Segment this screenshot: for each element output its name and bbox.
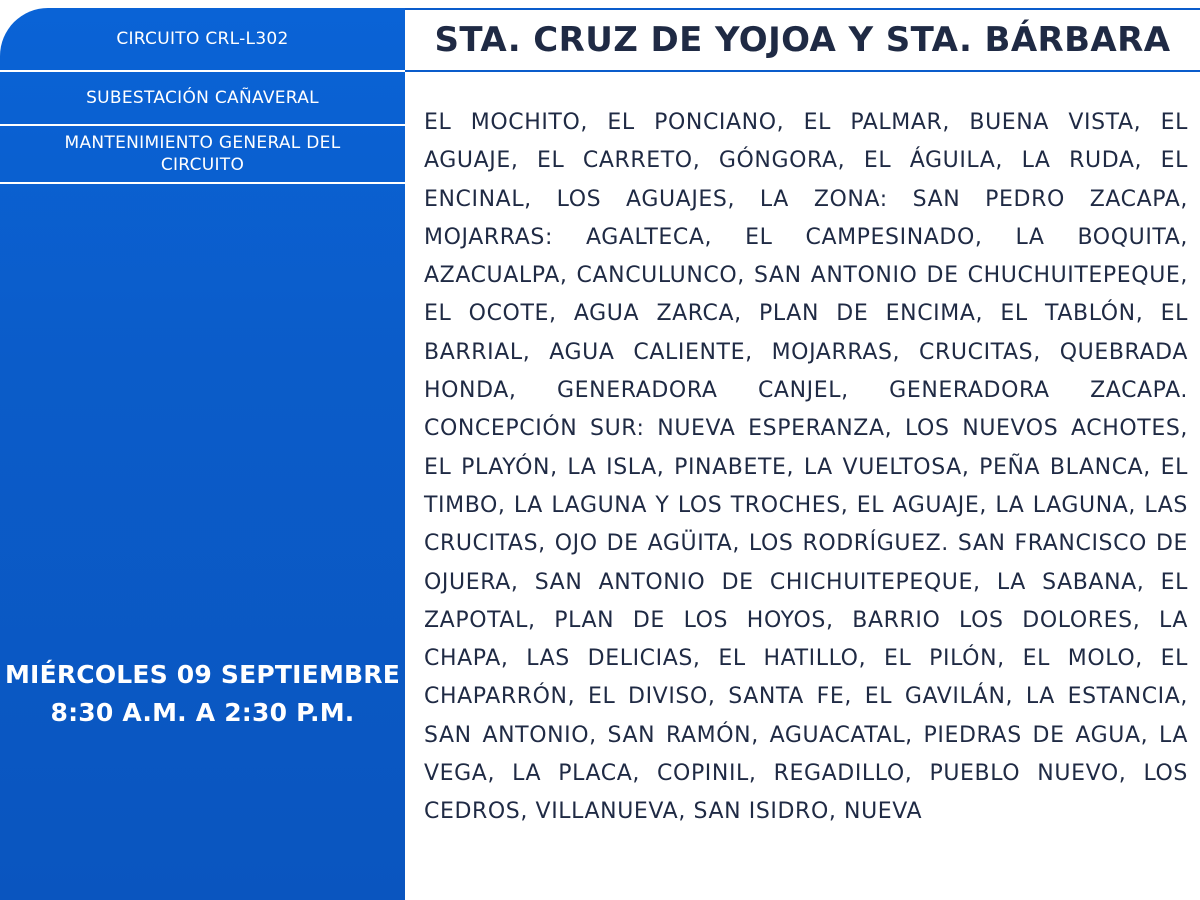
page-title: STA. CRUZ DE YOJOA Y STA. BÁRBARA — [434, 20, 1171, 60]
date-label: MIÉRCOLES 09 SEPTIEMBRE — [4, 660, 401, 689]
substation-label: SUBESTACIÓN CAÑAVERAL — [86, 88, 319, 108]
info-sidebar — [0, 8, 405, 900]
circuit-label: CIRCUITO CRL-L302 — [116, 29, 289, 49]
maintenance-label: MANTENIMIENTO GENERAL DEL CIRCUITO — [64, 133, 341, 175]
time-label: 8:30 A.M. A 2:30 P.M. — [50, 698, 355, 727]
title-bar — [405, 8, 1200, 72]
divider — [0, 182, 405, 184]
schedule-block — [0, 656, 405, 732]
affected-areas-text: EL MOCHITO, EL PONCIANO, EL PALMAR, BUENA VISTA, EL AGUAJE, EL CARRETO, GÓNGORA, EL ÁGUILA, LA RUDA, EL ENCINAL, LOS AGUAJES, LA ZONA: SAN PEDRO ZACAPA, MOJARRAS: AGALTECA, EL CAMPESINADO, LA BOQUITA, AZACUALPA, CANCULUNCO, SAN ANTONIO DE CHUCHUITEPEQUE, EL OCOTE, AGUA ZARCA, PLAN DE ENCIMA, EL TABLÓN, EL BARRIAL, AGUA CALIENTE, MOJARRAS, CRUCITAS, QUEBRADA HONDA, GENERADORA CANJEL, GENERADORA ZACAPA. CONCEPCIÓN SUR: NUEVA ESPERANZA, LOS NUEVOS ACHOTES, EL PLAYÓN, LA ISLA, PINABETE, LA VUELTOSA, PEÑA BLANCA, EL TIMBO, LA LAGUNA Y LOS TROCHES, EL AGUAJE, LA LAGUNA, LAS CRUCITAS, OJO DE AGÜITA, LOS RODRÍGUEZ. SAN FRANCISCO DE OJUERA, SAN ANTONIO DE CHICHUITEPEQUE, LA SABANA, EL ZAPOTAL, PLAN DE LOS HOYOS, BARRIO LOS DOLORES, LA CHAPA, LAS DELICIAS, EL HATILLO, EL PILÓN, EL MOLO, EL CHAPARRÓN, EL DIVISO, SANTA FE, EL GAVILÁN, LA ESTANCIA, SAN ANTONIO, SAN RAMÓN, AGUACATAL, PIEDRAS DE AGUA, LA VEGA, LA PLACA, COPINIL, REGADILLO, PUEBLO NUEVO, LOS CEDROS, VILLANUEVA, SAN ISIDRO, NUEVA — [424, 110, 1188, 825]
